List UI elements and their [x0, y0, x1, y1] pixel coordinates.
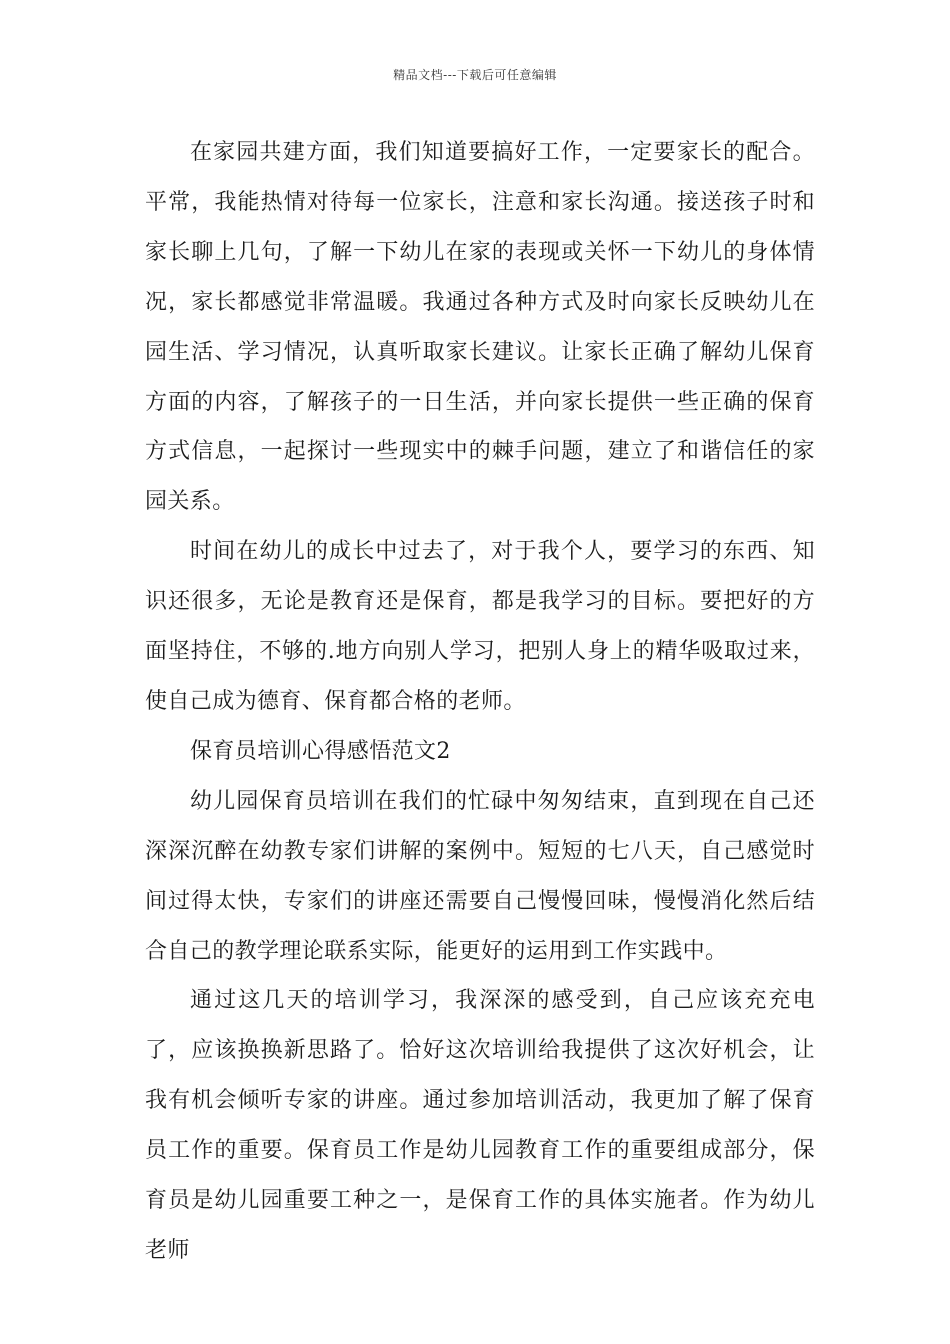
page-header: 精品文档---下载后可任意编辑 — [393, 68, 557, 82]
paragraph-training-end: 幼儿园保育员培训在我们的忙碌中匆匆结束，直到现在自己还深深沉醉在幼教专家们讲解的案例中。短短的七八天，自己感觉时间过得太快，专家们的讲座还需要自己慢慢回味，慢慢消化然后结合自己的教学理论联系实际，能更好的运用到工作实践中。 — [145, 788, 815, 964]
document-body — [145, 128, 815, 1276]
paragraph-training-insight: 通过这几天的培训学习，我深深的感受到，自己应该充充电了，应该换换新思路了。恰好这次培训给我提供了这次好机会，让我有机会倾听专家的讲座。通过参加培训活动，我更加了解了保育员工作的重要。保育员工作是幼儿园教育工作的重要组成部分，保育员是幼儿园重要工种之一，是保育工作的具体实施者。作为幼儿老师 — [145, 988, 815, 1263]
section-heading: 保育员培训心得感悟范文2 — [190, 738, 451, 764]
paragraph-learning-goals: 时间在幼儿的成长中过去了，对于我个人，要学习的东西、知识还很多，无论是教育还是保育，都是我学习的目标。要把好的方面坚持住，不够的.地方向别人学习，把别人身上的精华吸取过来，使自己成为德育、保育都合格的老师。 — [145, 539, 815, 714]
paragraph-home-school: 在家园共建方面，我们知道要搞好工作，一定要家长的配合。平常，我能热情对待每一位家长，注意和家长沟通。接送孩子时和家长聊上几句，了解一下幼儿在家的表现或关怀一下幼儿的身体情况，家长都感觉非常温暖。我通过各种方式及时向家长反映幼儿在园生活、学习情况，认真听取家长建议。让家长正确了解幼儿保育方面的内容，了解孩子的一日生活，并向家长提供一些正确的保育方式信息，一起探讨一些现实中的棘手问题，建立了和谐信任的家园关系。 — [145, 140, 815, 515]
